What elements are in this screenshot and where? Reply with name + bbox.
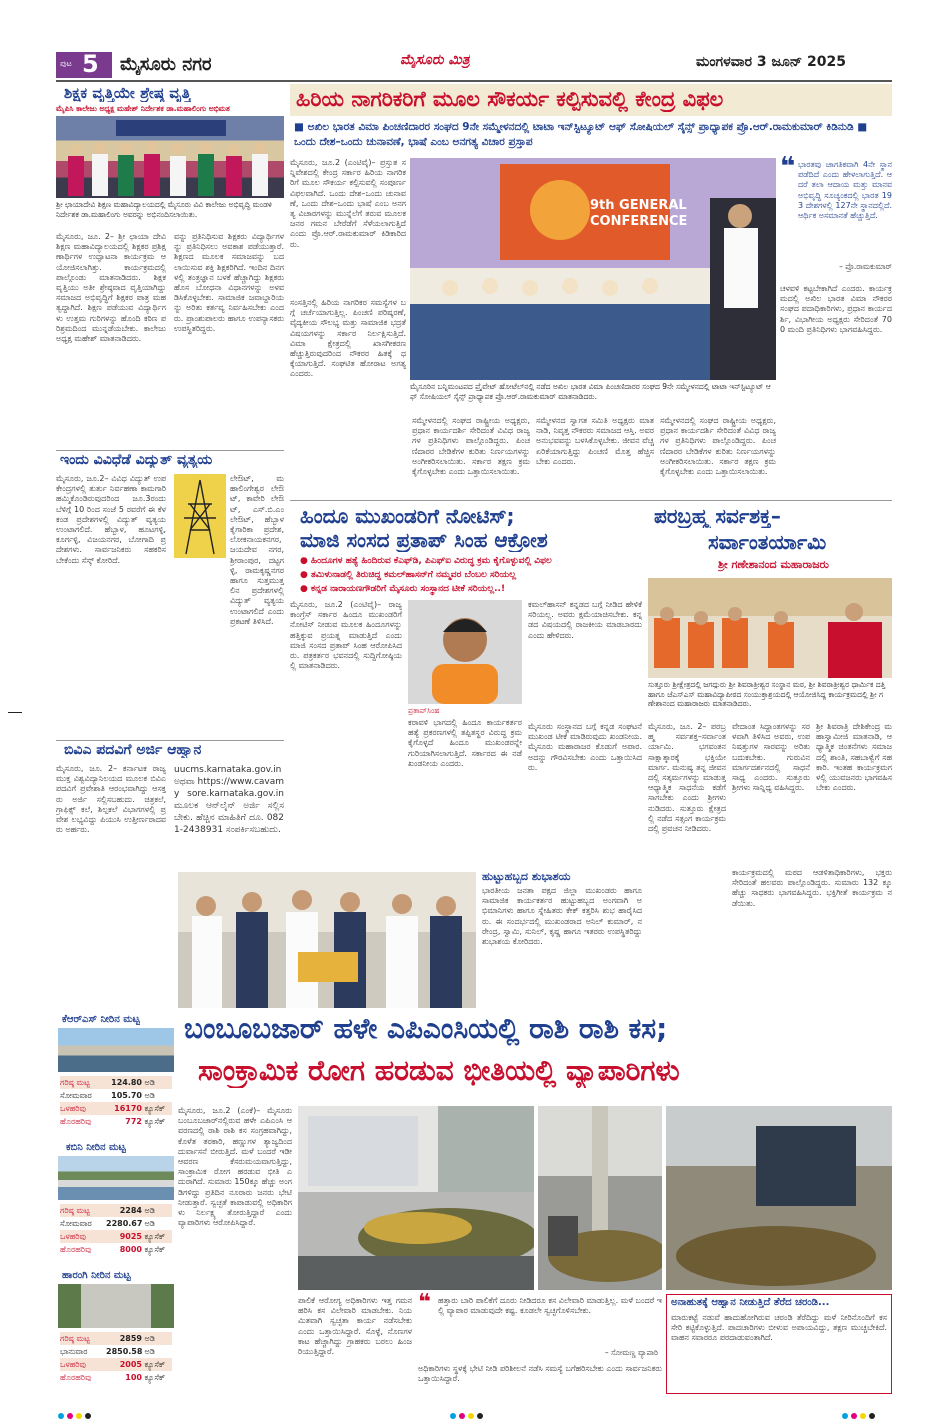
kabini-row-max: ಗರಿಷ್ಠ ಮಟ್ಟ 2284 ಅಡಿ — [60, 1204, 172, 1217]
swamiji-col4: ಕಾರ್ಯಕ್ರಮದಲ್ಲಿ ಮಠದ ಆಡಳಿತಾಧಿಕಾರಿಗಳು, ಭಕ್ತರು ಸೇರಿದಂತೆ ಹಲವರು ಪಾಲ್ಗೊಂಡಿದ್ದರು. ಸುಮಾರು 132 ಕ್ಕೂ ಹೆಚ್ಚು ಸಾಧಕರು ಭಾಗವಹಿಸಿದ್ದರು. ಭಕ್ತಿಗೀತೆ ಕಾರ್ಯಕ್ರಮ ನಡೆಯಿತು. — [732, 868, 892, 908]
teacher-kicker: ಮೈಪಿಸಿ ಕಾಲೇಜು ಅಧ್ಯಕ್ಷ ಮಹೇಶ್ ನಿರ್ದೇಶಕ ಡಾ.ಮಹಾಲಿಂಗು ಅಭಿಮತ — [56, 104, 230, 113]
conference-col1: ಮೈಸೂರು, ಜೂ.2 (ಎಂಟಿವೈ)– ಪ್ರಸ್ತುತ ಸನ್ನಿವೇಶದಲ್ಲಿ ಕೇಂದ್ರ ಸರ್ಕಾರ ಹಿರಿಯ ನಾಗರಿಕರಿಗೆ ಮೂಲ ಸೌಕರ್ಯ ಕಲ್ಪಿಸುವಲ್ಲಿ ಸಂಪೂರ್ಣ ವಿಫಲವಾಗಿದೆ. ಒಂದು ದೇಶ–ಒಂದು ಚುನಾವಣೆ, ಒಂದು ದೇಶ–ಒಂದು ಭಾಷೆ ಎಂಬ ಅನಗತ್ಯ ವಿಚಾರಗಳನ್ನು ಮುನ್ನೆಲೆಗೆ ತರುವ ಮೂಲಕ ಜನರ ಗಮನ ಬೇರೆಡೆಗೆ ಸೆಳೆಯಲಾಗುತ್ತಿದೆ ಎಂದು ಪ್ರೊ.ಆರ್.ರಾಮಕುಮಾರ್ ಕಿಡಿಕಾರಿದರು. — [290, 158, 406, 249]
masthead-divider — [56, 80, 892, 82]
masthead — [56, 48, 892, 80]
page-label-box — [56, 52, 112, 78]
birthday-story — [178, 870, 642, 1010]
krs-title: ಕೆಆರ್‌ಎಸ್ ನೀರಿನ ಮಟ್ಟ — [62, 1014, 141, 1025]
teacher-story — [56, 84, 284, 448]
hindu-bullets — [300, 554, 642, 596]
garbage-col3: ಅಧಿಕಾರಿಗಳು ಸ್ಥಳಕ್ಕೆ ಭೇಟಿ ನೀಡಿ ಪರಿಶೀಲನೆ ನಡೆಸಿ ಸಮಸ್ಯೆ ಬಗೆಹರಿಸಬೇಕು ಎಂದು ಸಾರ್ವಜನಿಕರು ಒತ್ತಾಯಿಸಿದ್ದಾರೆ. — [418, 1364, 662, 1384]
conference-banner-line2: CONFERENCE — [590, 214, 688, 229]
conference-photo — [410, 158, 776, 380]
bva-headline: ಬಿವಿಎ ಪದವಿಗೆ ಅರ್ಜಿ ಆಹ್ವಾನ — [64, 742, 202, 758]
conference-col4: ಸಮ್ಮೇಳನದ ಸ್ವಾಗತ ಸಮಿತಿ ಅಧ್ಯಕ್ಷರು ಮಾತನಾಡಿ, ನಿವೃತ್ತ ನೌಕರರು ಸಮಾಜದ ಆಸ್ತಿ. ಅವರ ಅನುಭವವನ್ನು ಬಳಸಿಕೊಳ್ಳಬೇಕು. ಜೀವನ ವೆಚ್ಚ ಏರಿಕೆಯಾಗುತ್ತಿದ್ದು ಪಿಂಚಣಿ ಮೊತ್ತ ಹೆಚ್ಚಿಸಬೇಕು ಎಂದರು. — [536, 416, 654, 466]
hindu-col4: ಮೈಸೂರು ಸಂಸ್ಥಾನದ ಬಗ್ಗೆ ಕನ್ನಡ ಸಂಘಟನೆ ಮುಖಂಡ ಟೀಕೆ ಮಾಡಿರುವುದು ಖಂಡನೀಯ. ಮೈಸೂರು ಮಹಾರಾಜರ ಕೊಡುಗೆ ಅಪಾರ. ಅದನ್ನು ಗೌರವಿಸಬೇಕು ಎಂದು ಒತ್ತಾಯಿಸಿದರು. — [528, 722, 642, 772]
teacher-col1: ಮೈಸೂರು, ಜೂ. 2– ಶ್ರೀ ಛಾಯಾ ದೇವಿ ಶಿಕ್ಷಣ ಮಹಾವಿದ್ಯಾಲಯದಲ್ಲಿ ಶಿಕ್ಷಕರ ಪ್ರಶಿಕ್ಷಣಾರ್ಥಿಗಳ ಉದ್ಘಾಟನಾ ಕಾರ್ಯಕ್ರಮ ಆಯೋಜಿಸಲಾಗಿತ್ತು. ಕಾರ್ಯಕ್ರಮದಲ್ಲಿ ಪಾಲ್ಗೊಂಡು ಮಾತನಾಡಿದರು. ಶಿಕ್ಷಕ ವೃತ್ತಿಯು ಅತೀ ಶ್ರೇಷ್ಠವಾದ ವೃತ್ತಿಯಾಗಿದ್ದು ಸಮಾಜದ ಅಭಿವೃದ್ಧಿಗೆ ಶಿಕ್ಷಕರ ಪಾತ್ರ ಮಹತ್ವದ್ದಾಗಿದೆ. ಶಿಕ್ಷಣ ಪಡೆಯುವ ವಿದ್ಯಾರ್ಥಿಗಳು ಉತ್ತಮ ಗುರಿಗಳನ್ನು ಹೊಂದಿ ಕಠಿಣ ಪರಿಶ್ರಮದಿಂದ ಮುನ್ನಡೆಯಬೇಕು. ಕಾಲೇಜು ಅಧ್ಯಕ್ಷ ಮಹೇಶ್ ಮಾತನಾಡಿದರು. — [56, 232, 166, 344]
conference-col4b: ಸಮ್ಮೇಳನದಲ್ಲಿ ಸಂಘದ ರಾಷ್ಟ್ರೀಯ ಅಧ್ಯಕ್ಷರು, ಪ್ರಧಾನ ಕಾರ್ಯದರ್ಶಿ ಸೇರಿದಂತೆ ವಿವಿಧ ರಾಜ್ಯಗಳ ಪ್ರತಿನಿಧಿಗಳು ಪಾಲ್ಗೊಂಡಿದ್ದರು. ಪಿಂಚಣಿದಾರರ ಬೇಡಿಕೆಗಳ ಕುರಿತು ನಿರ್ಣಯಗಳನ್ನು ಅಂಗೀಕರಿಸಲಾಯಿತು. ಸರ್ಕಾರ ತಕ್ಷಣ ಕ್ರಮ ಕೈಗೊಳ್ಳಬೇಕು ಎಂದು ಒತ್ತಾಯಿಸಲಾಯಿತು. — [660, 416, 776, 477]
quote-mark-icon: ❝ — [780, 152, 796, 182]
krs-row-today: ಸೋಮವಾರ 105.70 ಅಡಿ — [60, 1091, 155, 1100]
swamiji-col3: ಶ್ರೀ ಶಿವರಾತ್ರಿ ದೇಶಿಕೇಂದ್ರ ಮಹಾಸ್ವಾಮೀಜಿ ಮಾತನಾಡಿ, ಆಧ್ಯಾತ್ಮಿಕ ಚಿಂತನೆಗಳು ಸಮಾಜದಲ್ಲಿ ಶಾಂತಿ, ಸಹಬಾಳ್ವೆಗೆ ಸಹಕಾರಿ. ಇಂತಹ ಕಾರ್ಯಕ್ರಮಗಳಲ್ಲಿ ಯುವಜನರು ಭಾಗವಹಿಸಬೇಕು ಎಂದರು. — [816, 722, 892, 793]
kabini-row-today: ಸೋಮವಾರ 2280.67 ಅಡಿ — [60, 1219, 155, 1228]
garbage-quote-box — [418, 1290, 662, 1360]
garbage-photo-3 — [666, 1106, 892, 1290]
power-headline: ಇಂದು ವಿವಿಧೆಡೆ ವಿದ್ಯುತ್ ವ್ಯತ್ಯಯ — [60, 452, 213, 468]
hindu-bullet-3: ● ಕನ್ನಡ ನಾರಾಯಣಗೌಡರಿಗೆ ಮೈಸೂರು ಸಂಸ್ಥಾನದ ಟೀಕೆ ಸರಿಯಲ್ಲ..! — [300, 584, 506, 594]
garbage-col2: ಪಾಲಿಕೆ ಆರೋಗ್ಯ ಅಧಿಕಾರಿಗಳು ಇತ್ತ ಗಮನ ಹರಿಸಿ ಕಸ ವಿಲೇವಾರಿ ಮಾಡಬೇಕು. ನಿಯಮಿತವಾಗಿ ಸ್ವಚ್ಛತಾ ಕಾರ್ಯ ನಡೆಸಬೇಕು ಎಂದು ಒತ್ತಾಯಿಸಿದ್ದಾರೆ. ಸೊಳ್ಳೆ, ನೊಣಗಳ ಕಾಟ ಹೆಚ್ಚಾಗಿದ್ದು ಗ್ರಾಹಕರು ಬರಲು ಹಿಂಜರಿಯುತ್ತಿದ್ದಾರೆ. — [298, 1296, 412, 1357]
section-title: ಮೈಸೂರು ನಗರ — [120, 54, 212, 75]
swamiji-story — [648, 504, 892, 998]
conference-quote-box — [780, 152, 892, 278]
swamiji-byline: ಶ್ರೀ ಗಣೇಶಾನಂದ ಮಹಾರಾಜರು — [718, 558, 829, 571]
garbage-photo-1 — [298, 1106, 534, 1290]
hindu-portrait — [408, 600, 522, 704]
garbage-photo-2-scene — [538, 1106, 662, 1290]
swamiji-photo-scene — [648, 578, 892, 678]
conference-headline-band — [290, 84, 892, 116]
conference-col5: ಚಳವಳಿ ಕಟ್ಟಬೇಕಾಗಿದೆ ಎಂದರು. ಕಾರ್ಯಕ್ರಮದಲ್ಲಿ ಅಖಿಲ ಭಾರತ ವಿಮಾ ನೌಕರರ ಸಂಘದ ಪದಾಧಿಕಾರಿಗಳು, ಪ್ರಧಾನ ಕಾರ್ಯದರ್ಶಿ, ವಿಭಾಗೀಯ ಅಧ್ಯಕ್ಷರು ಸೇರಿದಂತೆ 700 ಮಂದಿ ಪ್ರತಿನಿಧಿಗಳು ಭಾಗವಹಿಸಿದ್ದರು. — [780, 284, 892, 334]
paper-name: ಮೈಸೂರು ಮಿತ್ರ — [400, 52, 470, 68]
krs-row-outflow: ಹೊರಹರಿವು 772 ಕ್ಯೂಸೆಕ್ — [60, 1117, 166, 1126]
reservoir-harangi — [56, 1268, 176, 1392]
swamiji-headline-1: ಪರಬ್ರಹ್ಮ ಸರ್ವಶಕ್ತ– — [654, 504, 781, 528]
divider-left-1 — [56, 450, 284, 451]
bva-col1: ಮೈಸೂರು, ಜೂ. 2– ಕರ್ನಾಟಕ ರಾಜ್ಯ ಮುಕ್ತ ವಿಶ್ವವಿದ್ಯಾನಿಲಯದ ಮೂಲಕ ಬಿವಿಎ ಪದವಿಗೆ ಪ್ರವೇಶಾತಿ ಆರಂಭವಾಗಿದ್ದು ಆಸಕ್ತರು ಅರ್ಜಿ ಸಲ್ಲಿಸಬಹುದು. ಚಿತ್ರಕಲೆ, ಗ್ರಾಫಿಕ್ಸ್ ಕಲೆ, ಶಿಲ್ಪಕಲೆ ವಿಭಾಗಗಳಲ್ಲಿ ಪ್ರವೇಶ ಲಭ್ಯವಿದ್ದು ಪಿಯುಸಿ ಉತ್ತೀರ್ಣರಾದವರು ಅರ್ಹರು. — [56, 764, 166, 835]
garbage-headline-1: ಬಂಬೂಬಜಾರ್ ಹಳೇ ಎಪಿಎಂಸಿಯಲ್ಲಿ ರಾಶಿ ರಾಶಿ ಕಸ; — [184, 1012, 668, 1045]
conference-deck: ■ ಅಖಿಲ ಭಾರತ ವಿಮಾ ಪಿಂಚಣಿದಾರರ ಸಂಘದ 9ನೇ ಸಮ್ಮೇಳನದಲ್ಲಿ ಟಾಟಾ ಇನ್‌ಸ್ಟಿಟ್ಯೂಟ್ ಆಫ್ ಸೋಷಿಯಲ್ ಸೈನ್ಸ್ ಪ್ರಾಧ್ಯಾಪಕ ಪ್ರೊ.ಆರ್.ರಾಮಕುಮಾರ್ ಕಿಡಿನುಡಿ ■ ಒಂದು ದೇಶ–ಒಂದು ಚುನಾವಣೆ, ಭಾಷೆ ಎಂಬ ಅನಗತ್ಯ ವಿಚಾರ ಪ್ರಸ್ತಾಪ — [294, 121, 868, 148]
harangi-row-today: ಭಾನುವಾರ 2850.58 ಅಡಿ — [60, 1347, 155, 1356]
hindu-col3: ಕಮಲ್‌ಹಾಸನ್ ಕನ್ನಡದ ಬಗ್ಗೆ ನೀಡಿದ ಹೇಳಿಕೆ ಸರಿಯಲ್ಲ. ಅವರು ಕ್ಷಮೆಯಾಚಿಸಬೇಕು. ಕನ್ನಡದ ವಿಷಯದಲ್ಲಿ ರಾಜಕೀಯ ಮಾಡಬಾರದು ಎಂದು ಹೇಳಿದರು. — [528, 600, 642, 640]
garbage-story — [178, 1012, 892, 1394]
power-col1: ಮೈಸೂರು, ಜೂ.2– ವಿವಿಧ ವಿದ್ಯುತ್ ಉಪಕೇಂದ್ರಗಳಲ್ಲಿ ತುರ್ತು ನಿರ್ವಹಣಾ ಕಾಮಗಾರಿ ಹಮ್ಮಿಕೊಂಡಿರುವುದರಿಂದ ಜೂ.3ರಂದು ಬೆಳಿಗ್ಗೆ 10 ರಿಂದ ಸಂಜೆ 5 ರವರೆಗೆ ಈ ಕೆಳಕಂಡ ಪ್ರದೇಶಗಳಲ್ಲಿ ವಿದ್ಯುತ್ ವ್ಯತ್ಯಯ ಉಂಟಾಗಲಿದೆ. ಹೆಬ್ಬಾಳ, ಹೂಟಗಳ್ಳಿ, ಕೂರ್ಗಳ್ಳಿ, ವಿಜಯನಗರ, ಬೋಗಾದಿ ಪ್ರದೇಶಗಳು. ಸಾರ್ವಜನಿಕರು ಸಹಕರಿಸಬೇಕೆಂದು ಸೆಸ್ಕ್ ಕೋರಿದೆ. — [56, 474, 166, 565]
harangi-photo — [58, 1284, 174, 1328]
hindu-col2: ಕರಾವಳಿ ಭಾಗದಲ್ಲಿ ಹಿಂದೂ ಕಾರ್ಯಕರ್ತರ ಹತ್ಯೆ ಪ್ರಕರಣಗಳಲ್ಲಿ ತಪ್ಪಿತಸ್ಥರ ವಿರುದ್ಧ ಕ್ರಮ ಕೈಗೊಳ್ಳದೆ ಹಿಂದೂ ಮುಖಂಡರನ್ನೇ ಗುರಿಯಾಗಿಸಲಾಗುತ್ತಿದೆ. ಸರ್ಕಾರದ ಈ ನಡೆ ಖಂಡನೀಯ ಎಂದರು. — [408, 718, 522, 768]
drain-box-body: ಮಾರುಕಟ್ಟೆ ನಡುವೆ ಹಾದುಹೋಗಿರುವ ಚರಂಡಿ ತೆರೆದಿದ್ದು ಮಳೆ ನೀರಿನೊಂದಿಗೆ ಕಸ ಸೇರಿ ಕಟ್ಟಿಕೊಳ್ಳುತ್ತಿದೆ. ಪಾದಚಾರಿಗಳು ಬೀಳುವ ಅಪಾಯವಿದ್ದು, ತಕ್ಷಣ ಮುಚ್ಚಬೇಕಿದೆ. ವಾಹನ ಸವಾರರೂ ಪರದಾಡುವಂತಾಗಿದೆ. — [671, 1313, 887, 1343]
conference-headline: ಹಿರಿಯ ನಾಗರಿಕರಿಗೆ ಮೂಲ ಸೌಕರ್ಯ ಕಲ್ಪಿಸುವಲ್ಲಿ ಕೇಂದ್ರ ವಿಫಲ — [296, 87, 724, 111]
swamiji-photo — [648, 578, 892, 678]
garbage-col1: ಮೈಸೂರು, ಜೂ.2 (ಎಂಕೆ)– ಮೈಸೂರು ಬಂಬೂಬಜಾರ್‌ನಲ್ಲಿರುವ ಹಳೇ ಎಪಿಎಂಸಿ ಆವರಣದಲ್ಲಿ ರಾಶಿ ರಾಶಿ ಕಸ ಸಂಗ್ರಹವಾಗಿದ್ದು, ಕೊಳೆತ ತರಕಾರಿ, ಹಣ್ಣುಗಳ ತ್ಯಾಜ್ಯದಿಂದ ದುರ್ವಾಸನೆ ಬೀರುತ್ತಿದೆ. ಮಳೆ ಬಂದರೆ ಇಡೀ ಆವರಣ ಕೆಸರುಮಯವಾಗುತ್ತಿದ್ದು, ಸಾಂಕ್ರಾಮಿಕ ರೋಗ ಹರಡುವ ಭೀತಿ ಎದುರಾಗಿದೆ. ಸುಮಾರು 150ಕ್ಕೂ ಹೆಚ್ಚು ಅಂಗಡಿಗಳಿದ್ದು ಪ್ರತಿದಿನ ನೂರಾರು ಜನರು ಭೇಟಿ ನೀಡುತ್ತಾರೆ. ಸ್ವಚ್ಛತೆ ಕಾಪಾಡುವಲ್ಲಿ ಅಧಿಕಾರಿಗಳು ನಿರ್ಲಕ್ಷ್ಯ ತೋರುತ್ತಿದ್ದಾರೆ ಎಂದು ವ್ಯಾಪಾರಿಗಳು ಆರೋಪಿಸಿದ್ದಾರೆ. — [178, 1106, 292, 1228]
swamiji-col2: ವೇದಾಂತ ಸಿದ್ಧಾಂತಗಳನ್ನು ಸರಳವಾಗಿ ತಿಳಿಸಿದ ಅವರು, ಉಪನಿಷತ್ತುಗಳ ಸಾರವನ್ನು ಅರಿತು ಬದುಕಬೇಕು. ಗುರುವಿನ ಮಾರ್ಗದರ್ಶನದಲ್ಲಿ ಸಾಧನೆ ಸಾಧ್ಯ ಎಂದರು. ಸುತ್ತೂರು ಶ್ರೀಗಳು ಸಾನ್ನಿಧ್ಯ ವಹಿಸಿದ್ದರು. — [732, 722, 810, 793]
power-tower-photo — [174, 474, 226, 558]
garbage-photo-3-scene — [666, 1106, 892, 1290]
divider-left-2 — [56, 740, 284, 741]
bva-col2: uucms.karnataka.gov.in ಅಥವಾ https://www.cavamy sore.karnataka.gov.in ಮೂಲಕ ಆನ್‌ಲೈನ್ ಅರ್ಜಿ ಸಲ್ಲಿಸಬೇಕು. ಹೆಚ್ಚಿನ ಮಾಹಿತಿಗೆ ದೂ. 0821-2438931 ಸಂಪರ್ಕಿಸಬಹುದು. — [174, 765, 284, 835]
conference-story — [290, 84, 892, 498]
hindu-portrait-caption: ಪ್ರತಾಪ್‌ಸಿಂಹ — [408, 706, 440, 715]
kabini-title: ಕಬಿನಿ ನೀರಿನ ಮಟ್ಟ — [66, 1142, 126, 1153]
garbage-photo-2 — [538, 1106, 662, 1290]
divider-right-1 — [290, 500, 892, 501]
krs-photo — [58, 1028, 174, 1072]
conference-photo-scene — [410, 158, 776, 380]
power-tower-icon — [174, 474, 226, 558]
harangi-table — [60, 1332, 172, 1384]
hindu-bullet-2: ● ತಮಿಳುನಾಡಲ್ಲಿ ತಿರುಚಿದ್ದ ಕಮಲ್‌ಹಾಸನ್‌ಗೆ ನಮ್ಮವರ ಬೆಂಬಲ ಸರಿಯಲ್ಲ — [300, 570, 517, 580]
hindu-headline-1: ಹಿಂದೂ ಮುಖಂಡರಿಗೆ ನೋಟಿಸ್; — [300, 504, 515, 528]
reservoir-panel — [56, 1012, 176, 1392]
conference-quote: ಭಾರತವು ಜಾಗತಿಕವಾಗಿ 4ನೇ ಸ್ಥಾನ ಪಡೆದಿದೆ ಎಂದು ಹೇಳಲಾಗುತ್ತಿದೆ. ಆದರೆ ತಲಾ ಆದಾಯ ಮತ್ತು ಮಾನವ ಅಭಿವೃದ್ಧಿ ಸೂಚ್ಯಂಕದಲ್ಲಿ ಭಾರತ 193 ದೇಶಗಳಲ್ಲಿ 127ನೇ ಸ್ಥಾನದಲ್ಲಿದೆ. ಆರ್ಥಿಕ ಅಸಮಾನತೆ ಹೆಚ್ಚುತ್ತಿದೆ. — [798, 160, 892, 221]
harangi-title: ಹಾರಂಗಿ ನೀರಿನ ಮಟ್ಟ — [62, 1270, 131, 1281]
teacher-photo — [56, 116, 284, 198]
harangi-row-max: ಗರಿಷ್ಠ ಮಟ್ಟ 2859 ಅಡಿ — [60, 1332, 172, 1345]
hindu-col1: ಮೈಸೂರು, ಜೂ.2 (ಎಂಟಿವೈ)– ರಾಜ್ಯ ಕಾಂಗ್ರೆಸ್ ಸರ್ಕಾರ ಹಿಂದೂ ಮುಖಂಡರಿಗೆ ನೋಟಿಸ್ ನೀಡುವ ಮೂಲಕ ಹಿಂದೂಗಳನ್ನು ಹತ್ತಿಕ್ಕುವ ಪ್ರಯತ್ನ ಮಾಡುತ್ತಿದೆ ಎಂದು ಮಾಜಿ ಸಂಸದ ಪ್ರತಾಪ್ ಸಿಂಹ ಆರೋಪಿಸಿದರು. ಪತ್ರಕರ್ತರ ಭವನದಲ್ಲಿ ಸುದ್ದಿಗೋಷ್ಠಿಯಲ್ಲಿ ಮಾತನಾಡಿದರು. — [290, 600, 402, 671]
hindu-headline-2: ಮಾಜಿ ಸಂಸದ ಪ್ರತಾಪ್ ಸಿಂಹ ಆಕ್ರೋಶ — [300, 528, 548, 552]
conference-quote-by: – ಪ್ರೊ.ರಾಮಕುಮಾರ್ — [839, 262, 892, 271]
garbage-headline-2: ಸಾಂಕ್ರಾಮಿಕ ರೋಗ ಹರಡುವ ಭೀತಿಯಲ್ಲಿ ವ್ಯಾಪಾರಿಗಳು — [198, 1054, 680, 1087]
swamiji-headline-2: ಸರ್ವಾಂತರ್ಯಾಮಿ — [708, 530, 827, 554]
birthday-body: ಭಾರತೀಯ ಜನತಾ ಪಕ್ಷದ ಜಿಲ್ಲಾ ಮುಖಂಡರು ಹಾಗೂ ಸಾಮಾಜಿಕ ಕಾರ್ಯಕರ್ತರ ಹುಟ್ಟುಹಬ್ಬದ ಅಂಗವಾಗಿ ಅಭಿಮಾನಿಗಳು ಹಾಗೂ ಸ್ನೇಹಿತರು ಕೇಕ್ ಕತ್ತರಿಸಿ ಶುಭ ಹಾರೈಸಿದರು. ಈ ಸಂದರ್ಭದಲ್ಲಿ ಮುಖಂಡರಾದ ಅನಿಲ್ ಕುಮಾರ್, ನರೇಂದ್ರ, ಸ್ವಾಮಿ, ಸುನಿಲ್, ಕೃಷ್ಣ ಹಾಗೂ ಇತರರು ಉಪಸ್ಥಿತರಿದ್ದು ಶುಭಾಶಯ ಕೋರಿದರು. — [482, 886, 642, 947]
birthday-photo — [178, 872, 476, 1008]
power-col2: ಲೇಔಟ್, ಮಹಾಲಿಂಗೇಶ್ವರ ಲೇಔಟ್, ಕಾವೇರಿ ಲೇಔಟ್, ಎಸ್.ಬಿ.ಎಂ ಲೇಔಟ್, ಹೆಬ್ಬಾಳ ಕೈಗಾರಿಕಾ ಪ್ರದೇಶ, ಲೋಕನಾಯಕನಗರ, ಜಯದೇವ ನಗರ, ಶ್ರೀರಾಂಪುರ, ದಟ್ಟಗಳ್ಳಿ, ರಾಮಕೃಷ್ಣನಗರ ಹಾಗೂ ಸುತ್ತಮುತ್ತಲಿನ ಪ್ರದೇಶಗಳಲ್ಲಿ ವಿದ್ಯುತ್ ವ್ಯತ್ಯಯ ಉಂಟಾಗಲಿದೆ ಎಂದು ಪ್ರಕಟಣೆ ತಿಳಿಸಿದೆ. — [230, 474, 284, 626]
page-date: ಮಂಗಳವಾರ 3 ಜೂನ್ 2025 — [696, 54, 847, 70]
drain-box-title: ಅನಾಹುತಕ್ಕೆ ಆಹ್ವಾನ ನೀಡುತ್ತಿದೆ ತೆರೆದ ಚರಂಡಿ... — [671, 1297, 830, 1308]
garbage-quote-by: – ಸೋಮಣ್ಣ ವ್ಯಾಪಾರಿ — [604, 1348, 658, 1357]
conference-banner-line1: 9th GENERAL — [590, 198, 687, 213]
page-label: ಪುಟ — [60, 59, 72, 68]
krs-row-inflow: ಒಳಹರಿವು 16170 ಕ್ಯೂಸೆಕ್ — [60, 1102, 172, 1115]
reservoir-krs — [56, 1012, 176, 1136]
kabini-table — [60, 1204, 172, 1256]
garbage-quote: ಹತ್ತಾರು ಬಾರಿ ಪಾಲಿಕೆಗೆ ದೂರು ನೀಡಿದರೂ ಕಸ ವಿಲೇವಾರಿ ಮಾಡುತ್ತಿಲ್ಲ. ಮಳೆ ಬಂದರೆ ಇಲ್ಲಿ ವ್ಯಾಪಾರ ಮಾಡುವುದೇ ಕಷ್ಟ. ಕೂಡಲೇ ಸ್ವಚ್ಛಗೊಳಿಸಬೇಕು. — [438, 1296, 662, 1316]
registration-dots-mid — [450, 1404, 486, 1423]
teacher-col2: ವನ್ನು ಪ್ರತಿನಿಧಿಸುವ ಶಿಕ್ಷಕರು ವಿದ್ಯಾರ್ಥಿಗಳನ್ನು ಪ್ರತಿನಿಧಿಸಲು ಅವಕಾಶ ಪಡೆಯುತ್ತಾರೆ. ಶಿಕ್ಷಣದ ಮೂಲಕ ಸಮಾಜವನ್ನು ಬದಲಾಯಿಸುವ ಶಕ್ತಿ ಶಿಕ್ಷಕರಿಗಿದೆ. ಇಂದಿನ ದಿನಗಳಲ್ಲಿ ತಂತ್ರಜ್ಞಾನ ಬಳಕೆ ಹೆಚ್ಚಾಗಿದ್ದು ಶಿಕ್ಷಕರು ಹೊಸ ಬೋಧನಾ ವಿಧಾನಗಳನ್ನು ಅಳವಡಿಸಿಕೊಳ್ಳಬೇಕು. ಸಾಮಾಜಿಕ ಜವಾಬ್ದಾರಿಯನ್ನು ಅರಿತು ಕರ್ತವ್ಯ ನಿರ್ವಹಿಸಬೇಕು ಎಂದರು. ಪ್ರಾಂಶುಪಾಲರು ಹಾಗೂ ಉಪನ್ಯಾಸಕರು ಉಪಸ್ಥಿತರಿದ್ದರು. — [174, 232, 284, 333]
conference-caption: ಮೈಸೂರಿನ ಬನ್ನಿಮಂಟಪದ ಪ್ರೈವೇಟ್ ಹೋಟೆಲ್‌ನಲ್ಲಿ ನಡೆದ ಅಖಿಲ ಭಾರತ ವಿಮಾ ಪಿಂಚಣಿದಾರರ ಸಂಘದ 9ನೇ ಸಮ್ಮೇಳನದಲ್ಲಿ ಟಾಟಾ ಇನ್‌ಸ್ಟಿಟ್ಯೂಟ್ ಆಫ್ ಸೋಷಿಯಲ್ ಸೈನ್ಸ್ ಪ್ರಾಧ್ಯಾಪಕ ಪ್ರೊ.ಆರ್.ರಾಮಕುಮಾರ್ ಮಾತನಾಡಿದರು. — [410, 382, 771, 401]
power-story — [56, 452, 284, 738]
birthday-photo-scene — [178, 872, 476, 1008]
reservoir-kabini — [56, 1140, 176, 1264]
teacher-headline: ಶಿಕ್ಷಕ ವೃತ್ತಿಯೇ ಶ್ರೇಷ್ಠ ವೃತ್ತಿ — [64, 84, 191, 102]
kabini-row-inflow: ಒಳಹರಿವು 9025 ಕ್ಯೂಸೆಕ್ — [60, 1230, 172, 1243]
crop-mark — [8, 712, 22, 713]
harangi-row-inflow: ಒಳಹರಿವು 2005 ಕ್ಯೂಸೆಕ್ — [60, 1358, 172, 1371]
portrait-figure — [408, 600, 522, 704]
harangi-row-outflow: ಹೊರಹರಿವು 100 ಕ್ಯೂಸೆಕ್ — [60, 1373, 166, 1382]
krs-row-max: ಗರಿಷ್ಠ ಮಟ್ಟ 124.80 ಅಡಿ — [60, 1076, 172, 1089]
garbage-quote-mark-icon: ❝ — [418, 1290, 431, 1315]
page-number: 5 — [82, 50, 99, 78]
hindu-story — [290, 504, 642, 868]
registration-dots-left — [58, 1404, 94, 1423]
teacher-caption: ಶ್ರೀ ಛಾಯಾದೇವಿ ಶಿಕ್ಷಣ ಮಹಾವಿದ್ಯಾಲಯದಲ್ಲಿ ಮೈಸೂರು ವಿವಿ ಕಾಲೇಜು ಅಭಿವೃದ್ಧಿ ಮಂಡಳಿ ನಿರ್ದೇಶಕ ಡಾ.ಮಹಾಲಿಂಗು ಅವರನ್ನು ಅಭಿನಂದಿಸಲಾಯಿತು. — [56, 200, 272, 219]
teacher-photo-figures — [56, 116, 284, 198]
birthday-headline: ಹುಟ್ಟುಹಬ್ಬದ ಶುಭಾಶಯ — [482, 870, 571, 883]
krs-table — [60, 1076, 172, 1128]
registration-dots-right — [842, 1404, 878, 1423]
garbage-photo-1-scene — [298, 1106, 534, 1290]
hindu-bullet-1: ● ಹಿಂದೂಗಳ ಹತ್ಯೆ ಹಿಂದಿರುವ ಕೆಎಫ್‌ಡಿ, ಪಿಎಫ್‌ಐ ವಿರುದ್ಧ ಕ್ರಮ ಕೈಗೊಳ್ಳುವಲ್ಲಿ ವಿಫಲ — [300, 556, 552, 566]
drain-box — [666, 1294, 892, 1394]
conference-col3: ಸಮ್ಮೇಳನದಲ್ಲಿ ಸಂಘದ ರಾಷ್ಟ್ರೀಯ ಅಧ್ಯಕ್ಷರು, ಪ್ರಧಾನ ಕಾರ್ಯದರ್ಶಿ ಸೇರಿದಂತೆ ವಿವಿಧ ರಾಜ್ಯಗಳ ಪ್ರತಿನಿಧಿಗಳು ಪಾಲ್ಗೊಂಡಿದ್ದರು. ಪಿಂಚಣಿದಾರರ ಬೇಡಿಕೆಗಳ ಕುರಿತು ನಿರ್ಣಯಗಳನ್ನು ಅಂಗೀಕರಿಸಲಾಯಿತು. ಸರ್ಕಾರ ತಕ್ಷಣ ಕ್ರಮ ಕೈಗೊಳ್ಳಬೇಕು ಎಂದು ಒತ್ತಾಯಿಸಲಾಯಿತು. — [412, 416, 530, 477]
swamiji-col1: ಮೈಸೂರು, ಜೂ. 2– ಪರಬ್ರಹ್ಮ ಸರ್ವಶಕ್ತ–ಸರ್ವಾಂತರ್ಯಾಮಿ. ಭಗವಂತನ ಸಾಕ್ಷಾತ್ಕಾರಕ್ಕೆ ಭಕ್ತಿಯೇ ಮಾರ್ಗ. ಮನುಷ್ಯ ತನ್ನ ಜೀವನದಲ್ಲಿ ಸತ್ಕರ್ಮಗಳನ್ನು ಮಾಡುತ್ತ ಆಧ್ಯಾತ್ಮಿಕ ಸಾಧನೆಯ ಕಡೆಗೆ ಸಾಗಬೇಕು ಎಂದು ಶ್ರೀಗಳು ನುಡಿದರು. ಸುತ್ತೂರು ಕ್ಷೇತ್ರದಲ್ಲಿ ನಡೆದ ಸತ್ಸಂಗ ಕಾರ್ಯಕ್ರಮದಲ್ಲಿ ಪ್ರವಚನ ನೀಡಿದರು. — [648, 722, 726, 834]
swamiji-caption: ಸುತ್ತೂರು ಶ್ರೀಕ್ಷೇತ್ರದಲ್ಲಿ ಜಗದ್ಗುರು ಶ್ರೀ ಶಿವರಾತ್ರೀಶ್ವರ ಸಂಸ್ಥಾನ ಮಠ, ಶ್ರೀ ಶಿವರಾತ್ರೀಶ್ವರ ಧಾರ್ಮಿಕ ದತ್ತಿ ಹಾಗೂ ಜೆಎಸ್‌ಎಸ್ ಮಹಾವಿದ್ಯಾಪೀಠದ ಸಂಯುಕ್ತಾಶ್ರಯದಲ್ಲಿ ಆಯೋಜಿಸಿದ್ದ ಕಾರ್ಯಕ್ರಮದಲ್ಲಿ ಶ್ರೀ ಗಣೇಶಾನಂದ ಮಹಾರಾಜರು ಮಾತನಾಡಿದರು. — [648, 680, 886, 708]
kabini-row-outflow: ಹೊರಹರಿವು 8000 ಕ್ಯೂಸೆಕ್ — [60, 1245, 166, 1254]
kabini-photo — [58, 1156, 174, 1200]
conference-col2: ಸಂಸತ್ತಿನಲ್ಲಿ ಹಿರಿಯ ನಾಗರಿಕರ ಸಮಸ್ಯೆಗಳ ಬಗ್ಗೆ ಚರ್ಚೆಯಾಗುತ್ತಿಲ್ಲ. ಪಿಂಚಣಿ ಪರಿಷ್ಕರಣೆ, ವೈದ್ಯಕೀಯ ಸೌಲಭ್ಯ ಮತ್ತು ಸಾಮಾಜಿಕ ಭದ್ರತೆ ವಿಷಯಗಳನ್ನು ಸರ್ಕಾರ ನಿರ್ಲಕ್ಷಿಸುತ್ತಿದೆ. ವಿಮಾ ಕ್ಷೇತ್ರದಲ್ಲಿ ಖಾಸಗೀಕರಣ ಹೆಚ್ಚುತ್ತಿರುವುದರಿಂದ ನೌಕರರ ಹಿತಕ್ಕೆ ಧಕ್ಕೆಯಾಗುತ್ತಿದೆ. ಸಂಘಟಿತ ಹೋರಾಟ ಅಗತ್ಯ ಎಂದರು. — [290, 298, 406, 379]
